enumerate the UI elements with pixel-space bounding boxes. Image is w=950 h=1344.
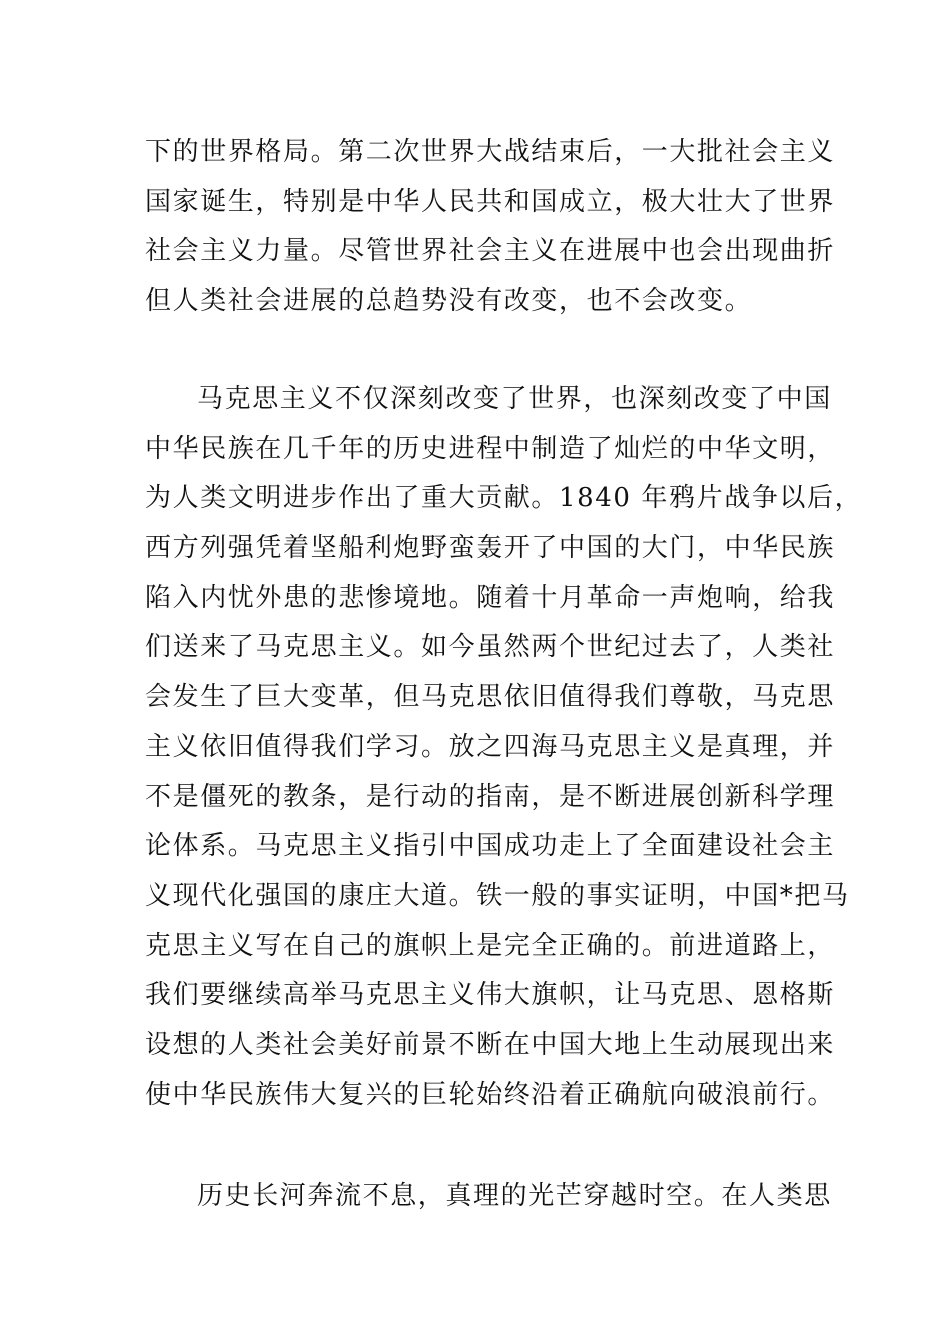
paragraph-line: 下的世界格局。第二次世界大战结束后，一大批社会主义 bbox=[145, 137, 836, 167]
paragraph-line: 历史长河奔流不息，真理的光芒穿越时空。在人类思 bbox=[197, 1181, 832, 1211]
paragraph-line: 为人类文明进步作出了重大贡献。1840 年鸦片战争以后， bbox=[145, 483, 863, 514]
paragraph-line: 西方列强凭着坚船利炮野蛮轰开了中国的大门，中华民族 bbox=[145, 533, 836, 564]
paragraph-line: 们送来了马克思主义。如今虽然两个世纪过去了，人类社 bbox=[145, 632, 836, 663]
paragraph-line: 但人类社会进展的总趋势没有改变，也不会改变。 bbox=[145, 286, 753, 317]
paragraph-line: 中华民族在几千年的历史进程中制造了灿烂的中华文明， bbox=[145, 433, 836, 464]
paragraph-1 bbox=[145, 128, 836, 327]
paragraph-3 bbox=[145, 1172, 832, 1222]
paragraph-line: 我们要继续高举马克思主义伟大旗帜，让马克思、恩格斯 bbox=[145, 980, 836, 1011]
paragraph-line: 社会主义力量。尽管世界社会主义在进展中也会出现曲折 bbox=[145, 236, 836, 267]
paragraph-line: 克思主义写在自己的旗帜上是完全正确的。前进道路上， bbox=[145, 930, 836, 961]
paragraph-line: 使中华民族伟大复兴的巨轮始终沿着正确航向破浪前行。 bbox=[145, 1079, 836, 1110]
paragraph-line: 不是僵死的教条，是行动的指南，是不断进展创新科学理 bbox=[145, 781, 836, 812]
paragraph-line: 国家诞生，特别是中华人民共和国成立，极大壮大了世界 bbox=[145, 186, 836, 217]
paragraph-line: 陷入内忧外患的悲惨境地。随着十月革命一声炮响，给我 bbox=[145, 582, 836, 613]
paragraph-line: 义现代化强国的康庄大道。铁一般的事实证明，中国*把马 bbox=[145, 880, 850, 911]
paragraph-2 bbox=[145, 375, 863, 1120]
paragraph-line: 马克思主义不仅深刻改变了世界，也深刻改变了中国 bbox=[197, 384, 832, 414]
paragraph-line: 设想的人类社会美好前景不断在中国大地上生动展现出来 bbox=[145, 1029, 836, 1060]
paragraph-line: 会发生了巨大变革，但马克思依旧值得我们尊敬，马克思 bbox=[145, 682, 836, 713]
paragraph-line: 论体系。马克思主义指引中国成功走上了全面建设社会主 bbox=[145, 831, 836, 862]
paragraph-line: 主义依旧值得我们学习。放之四海马克思主义是真理，并 bbox=[145, 731, 836, 762]
